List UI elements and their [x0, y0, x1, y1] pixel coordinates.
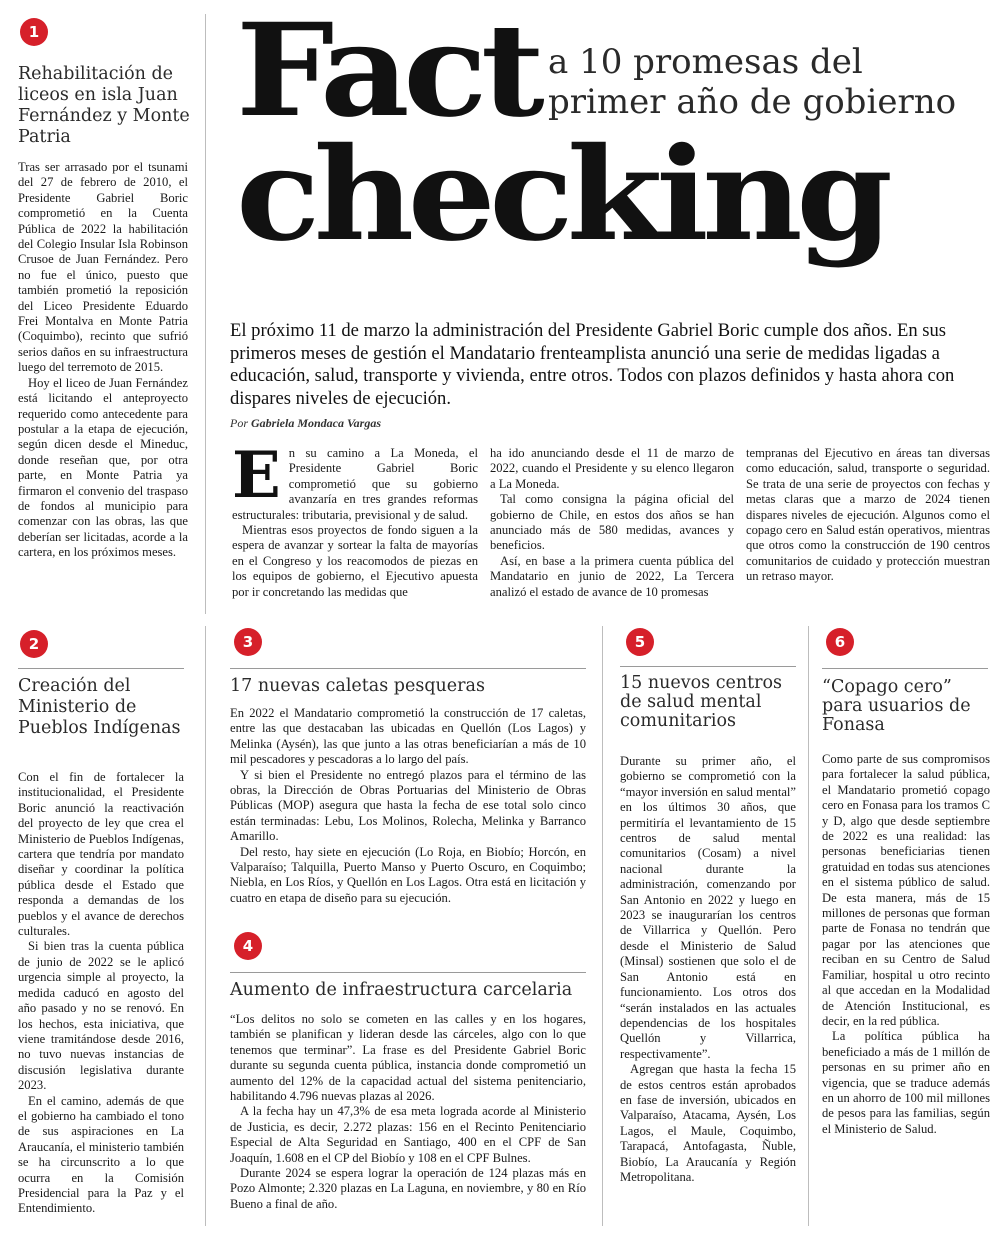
intro-column-3 — [746, 446, 990, 585]
section-6-p1: Como parte de sus compromisos para fortalecer la salud pública, el Mandatario prometió copago cero en Fonasa para los tramos C y D, algo que desde septiembre de 2022 es una realidad: las personas beneficiarias tienen gratuidad en todas sus atenciones en el sistema público de salud. De esta manera, más de 15 millones de personas que forman parte de Fonasa no tendrán que pagar por las atenciones que reciban en su Centro de Salud Familiar, hospital u otro recinto al que accedan en la Modalidad de Atención Institucional, es decir, en la red pública. — [822, 752, 990, 1028]
intro-col2-p3: Así, en base a la primera cuenta pública del Mandatario en junio de 2022, La Tercera analizó el estado de avance de 10 promesas — [490, 553, 734, 599]
section-6-badge: 6 — [826, 628, 854, 656]
section-2-p1: Con el fin de fortalecer la institucionalidad, el Presidente Boric anunció la reactivación del proyecto de ley que crea el Ministerio de Pueblos Indígenas, cartera que tendría por mandato diseñar y coordinar la política pública desde el Estado que responda a demandas de los pueblos y el avance de derechos culturales. — [18, 770, 184, 939]
section-5-title: 15 nuevos centros de salud mental comunitarios — [620, 673, 783, 731]
section-2-p2: Si bien tras la cuenta pública de junio de 2022 se le aplicó urgencia simple al proyecto, la medida caducó en agosto del año pasado y no se renovó. En los hechos, esta iniciativa, que viene tramitándose desde 2016, no tuvo nuevas instancias de discusión legislativa durante 2023. — [18, 939, 184, 1093]
section-1-body — [18, 160, 188, 561]
section-4-title: Aumento de infraestructura carcelaria — [230, 980, 573, 1000]
intro-column-1 — [232, 438, 478, 600]
section-3-p3: Del resto, hay siete en ejecución (Lo Roja, en Biobío; Horcón, en Valparaíso; Talquilla, Puerto Manso y Puerto Oscuro, en Coquimbo; Niebla, en Los Ríos, y Quellón en Los Lagos. Otra está en licitación y cuatro en etapa de diseño para su ejecución. — [230, 844, 586, 905]
byline — [230, 416, 381, 431]
section-3-p1: En 2022 el Mandatario comprometió la construcción de 17 caletas, entre las que destacaban las ubicadas en Quellón (Los Lagos) y Melinka (Aysén), las que junto a las otras beneficiarían a más de 10 mil pescadores y pescadoras a lo largo del país. — [230, 706, 586, 767]
section-6-body — [822, 752, 990, 1137]
section-4-body — [230, 1012, 586, 1212]
section-2-badge: 2 — [20, 630, 48, 658]
lead-paragraph: El próximo 11 de marzo la administración del Presidente Gabriel Boric cumple dos años. En sus primeros meses de gestión el Mandatario frenteamplista anunció una serie de medidas ligadas a educación, salud, transporte y vivienda, entre otros. Todos con plazos definidos y hasta ahora con dispares niveles de ejecución. — [230, 320, 955, 409]
section-3-p2: Y si bien el Presidente no entregó plazos para el término de las obras, la Dirección de Obras Portuarias del Ministerio de Obras Públicas (MOP) asegura que hasta la fecha de ese total solo cinco están terminadas: Lebu, Los Molinos, Rolecha, Melinka y Barranco Amarillo. — [230, 767, 586, 844]
section-5-p1: Durante su primer año, el gobierno se comprometió con la “mayor inversión en salud mental” en los últimos 30 años, que permitiría el levantamiento de 15 centros de salud mental comunitarios (Cosam) a nivel nacional durante la administración, comenzando por San Antonio en 2022 y luego en 2023 se inaugurarían los centros de Villarrica y Quellón. Pero desde el Ministerio de Salud (Minsal) sostienen que solo el de San Antonio está en funcionamiento. Los otros dos “serán instalados en las actuales dependencias de los hospitales Quellón y Villarrica, respectivamente”. — [620, 754, 796, 1061]
intro-col2-p1: ha ido anunciando desde el 11 de marzo de 2022, cuando el Presidente y su elenco llegaron a La Moneda. — [490, 446, 734, 491]
section-6-p2: La política pública ha beneficiado a más de 1 millón de personas en su primer año en vigencia, que se traduce además en un ahorro de 100 mil millones de pesos para las familias, según el Ministerio de Salud. — [822, 1029, 990, 1136]
column-divider — [602, 626, 603, 1226]
section-2-body — [18, 770, 184, 1217]
intro-col2-p2: Tal como consigna la página oficial del gobierno de Chile, en estos dos años se han anunciado más de 580 medidas, avances y beneficios. — [490, 492, 734, 553]
section-2-title: Creación del Ministerio de Pueblos Indígenas — [18, 676, 181, 738]
section-4-badge: 4 — [234, 932, 262, 960]
section-3-body — [230, 706, 586, 906]
intro-column-2 — [490, 446, 734, 600]
section-5-rule — [620, 666, 796, 667]
byline-name: Gabriela Mondaca Vargas — [251, 416, 382, 430]
headline-checking: checking — [236, 120, 887, 270]
section-4-p2: A la fecha hay un 47,3% de esa meta lograda acorde al Ministerio de Justicia, es decir, 2.272 plazas: 156 en el Recinto Penitenciario Especial de Alta Seguridad en Santiago, 400 en el CPF de San Joaquín, 1.608 en el CP del Biobío y 108 en el CPF Bulnes. — [230, 1104, 586, 1165]
section-6-title: “Copago cero” para usuarios de Fonasa — [822, 677, 971, 735]
section-3-rule — [230, 668, 586, 669]
column-divider — [205, 14, 206, 614]
section-3-title: 17 nuevas caletas pesqueras — [230, 676, 485, 696]
section-2-rule — [18, 668, 184, 669]
headline-fact: Fact — [236, 0, 539, 146]
section-4-p1: “Los delitos no solo se cometen en las calles y en los hogares, también se planifican y lideran desde las cárceles, algo con lo que tenemos que terminar”. La frase es del Presidente Gabriel Boric durante su segunda cuenta pública, instancia donde comprometió un aumento del 12% de la capacidad actual del sistema penitenciario, habilitando 4.796 nuevas plazas al 2026. — [230, 1012, 586, 1104]
byline-prefix: Por — [230, 416, 248, 430]
section-5-body — [620, 754, 796, 1185]
intro-col3-p1: tempranas del Ejecutivo en áreas tan diversas como educación, salud, transporte o seguridad. Se trata de una serie de proyectos con fechas y metas claras que a marzo de 2024 tienen dispares niveles de ejecución. Algunos como el copago cero en Salud están operativos, mientras que otros como la construcción de 190 centros comunitarios de cuidado y protección muestran un retraso mayor. — [746, 446, 990, 584]
intro-col1-p2: Mientras esos proyectos de fondo siguen a la espera de avanzar y sortear la falta de mayorías en el Congreso y los reacomodos de piezas en los equipos de gobierno, el Ejecutivo apuesta por ir concretando las medidas que — [232, 523, 478, 599]
column-divider — [808, 626, 809, 1226]
section-5-badge: 5 — [626, 628, 654, 656]
section-1-p1: Tras ser arrasado por el tsunami del 27 de febrero de 2010, el Presidente Gabriel Boric comprometió en la Cuenta Pública de 2022 la habilitación del Colegio Insular Isla Robinson Crusoe de Juan Fernández. Pero no fue el único, puesto que también prometió la reposición del Liceo Presidente Eduardo Frei Montalva en Monte Patria (Coquimbo), recinto que sufrió serios daños en su infraestructura luego del terremoto de 2015. — [18, 160, 188, 375]
dropcap: E — [232, 438, 281, 513]
section-1-p2: Hoy el liceo de Juan Fernández está licitando el anteproyecto requerido como antecedente para postular a la etapa de ejecución, según dicen desde el Mineduc, donde reseñan que, por otra parte, en Monte Patria ya firmaron el convenio del traspaso de fondos al municipio para comenzar con las obras, las que deberían ser licitadas, acorde a la cartera, en los próximos meses. — [18, 375, 188, 560]
section-5-p2: Agregan que hasta la fecha 15 de estos centros están aprobados en fase de inversión, ubicados en Valparaíso, Atacama, Aysén, Los Lagos, el Maule, Coquimbo, Tarapacá, Antofagasta, Ñuble, Biobío, La Araucanía y Región Metropolitana. — [620, 1062, 796, 1184]
section-1-badge: 1 — [20, 18, 48, 46]
subtitle-line-2: primer año de gobierno — [548, 82, 957, 122]
section-2-p3: En el camino, además de que el gobierno ha cambiado el tono de sus aspiraciones en La Araucanía, el ministerio también se ha circunscrito a lo que ocurra en la Comisión Presidencial para la Paz y el Entendimiento. — [18, 1093, 184, 1216]
section-4-rule — [230, 972, 586, 973]
headline-subtitle — [548, 42, 988, 122]
column-divider — [205, 626, 206, 1226]
subtitle-line-1: a 10 promesas del — [548, 42, 863, 82]
section-3-badge: 3 — [234, 628, 262, 656]
section-6-rule — [822, 668, 988, 669]
section-1-title: Rehabilitación de liceos en isla Juan Fernández y Monte Patria — [18, 64, 190, 147]
section-4-p3: Durante 2024 se espera lograr la operación de 124 plazas más en Pozo Almonte; 2.320 plazas en La Laguna, en noviembre, y 80 en Río Bueno a final de año. — [230, 1166, 586, 1211]
intro-col1-p1-text: n su camino a La Moneda, el Presidente Gabriel Boric comprometió que su gobierno avanzaría en tres grandes reformas estructurales: tributaria, previsional y de salud. — [232, 446, 478, 522]
intro-col1-p1 — [232, 438, 478, 523]
